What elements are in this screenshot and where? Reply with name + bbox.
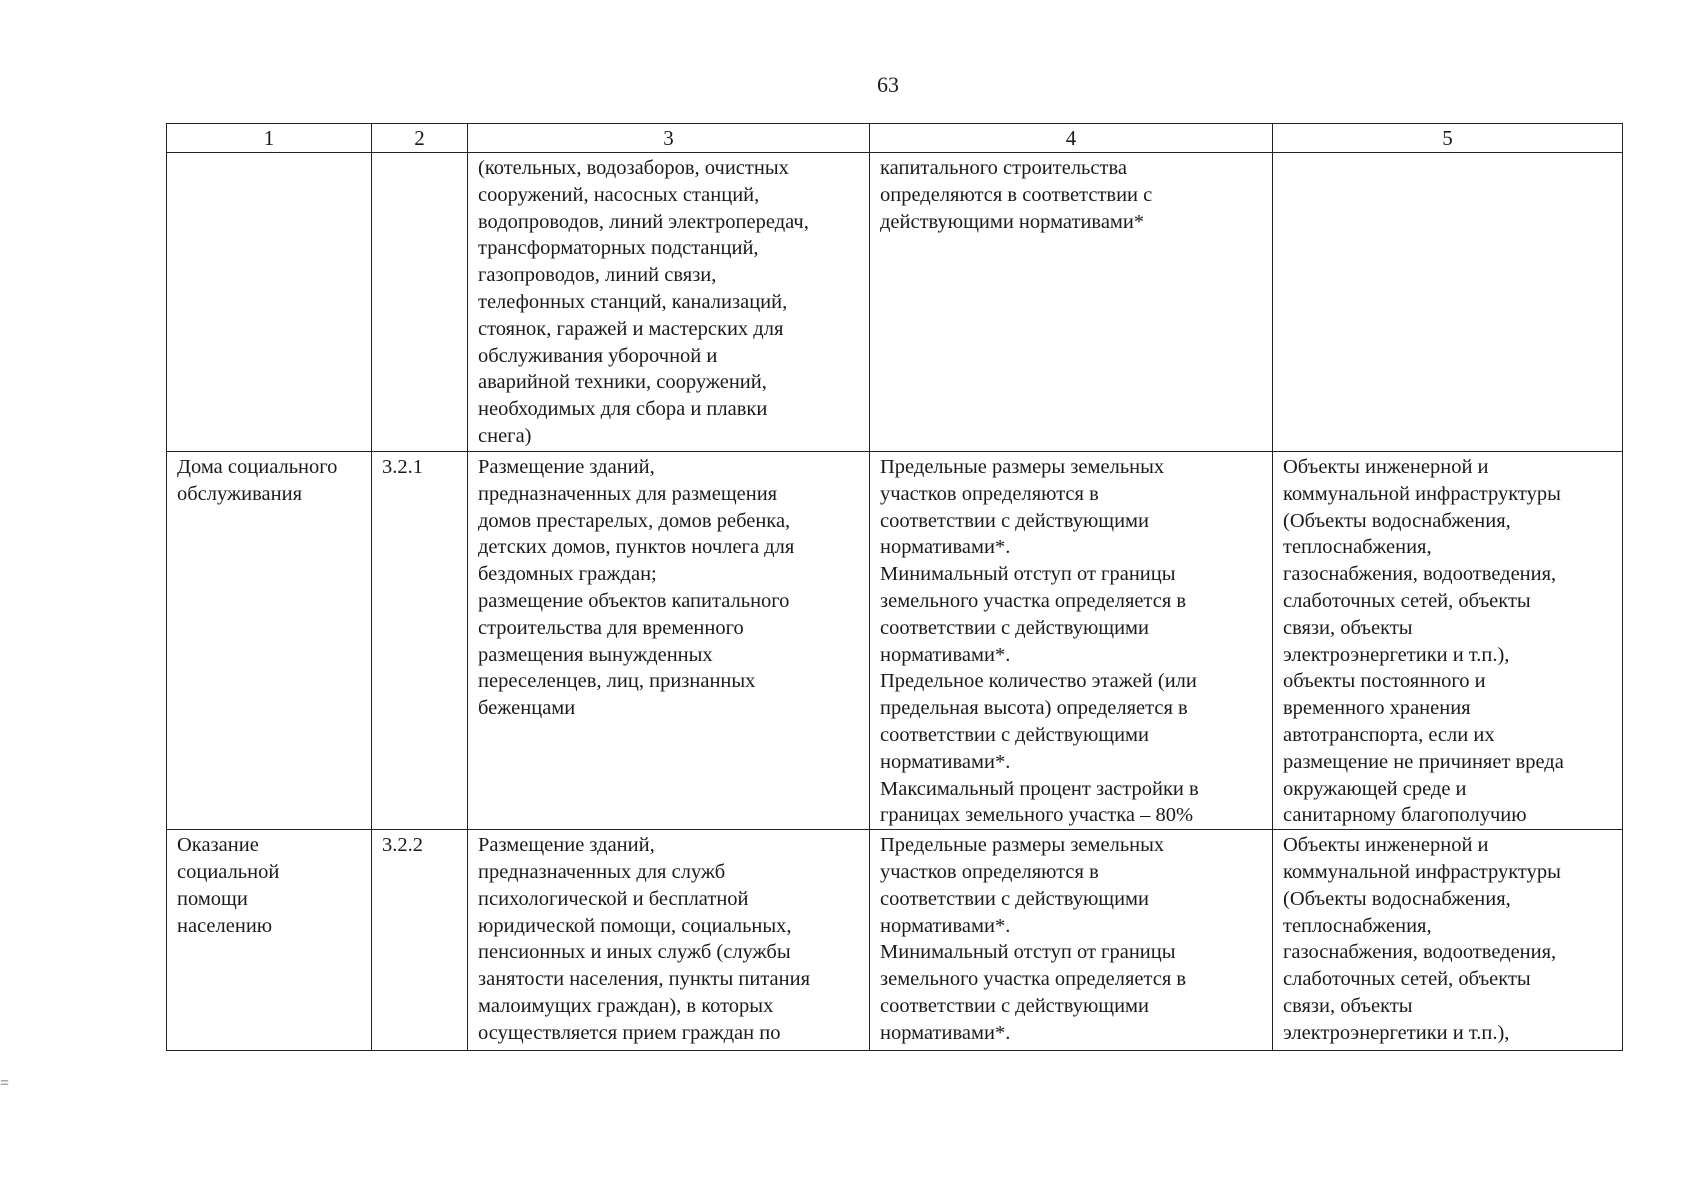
cell-use-name <box>167 153 372 452</box>
auxiliary-uses-text: Объекты инженерной и коммунальной инфраструктуры (Объекты водоснабжения, теплоснабжения, газоснабжения, водоотведения, слаботочных сетей, объекты связи, объекты электроэнергетики и т.п.), <box>1283 834 1561 1044</box>
header-col-2: 2 <box>372 124 468 153</box>
use-parameters-text: Предельные размеры земельных участков определяются в соответствии с действующими нормативами*. Минимальный отступ от границы земельного участка определяется в соответствии с действующими нормативами*. Предельное количество этажей (или предельная высота) определяется в соответствии с действующими нормативами*. Максимальный процент застройки в границах земельного участка – 80% <box>880 456 1199 827</box>
cell-use-code <box>372 153 468 452</box>
use-parameters-text: капитального строительства определяются в соответствии с действующими нормативами* <box>880 157 1153 233</box>
use-description-text: Размещение зданий, предназначенных для размещения домов престарелых, домов ребенка, детских домов, пунктов ночлега для бездомных граждан; размещение объектов капитального строительства для временного размещения вынужденных переселенцев, лиц, признанных беженцами <box>478 456 795 720</box>
table-header <box>167 124 1623 153</box>
land-use-table <box>166 123 1623 1051</box>
use-parameters-text: Предельные размеры земельных участков определяются в соответствии с действующими нормативами*. Минимальный отступ от границы земельного участка определяется в соответствии с действующими нормативами*. <box>880 834 1187 1044</box>
table-row <box>167 830 1623 1051</box>
cell-use-description <box>468 153 870 452</box>
cell-use-parameters <box>870 830 1273 1051</box>
use-description-text: (котельных, водозаборов, очистных сооружений, насосных станций, водопроводов, линий электропередач, трансформаторных подстанций, газопроводов, линий связи, телефонных станций, канализаций, стоянок, гаражей и мастерских для обслуживания уборочной и аварийной техники, сооружений, необходимых для сбора и плавки снега) <box>478 157 809 447</box>
cell-auxiliary-uses <box>1273 452 1623 830</box>
cell-use-parameters <box>870 452 1273 830</box>
header-row <box>167 124 1623 153</box>
use-name-text: Оказание социальной помощи населению <box>177 834 280 937</box>
header-col-1: 1 <box>167 124 372 153</box>
cell-use-parameters <box>870 153 1273 452</box>
table-body <box>167 153 1623 1051</box>
table-row <box>167 153 1623 452</box>
cell-use-name <box>167 830 372 1051</box>
use-code-text: 3.2.2 <box>382 834 423 857</box>
auxiliary-uses-text: Объекты инженерной и коммунальной инфраструктуры (Объекты водоснабжения, теплоснабжения, газоснабжения, водоотведения, слаботочных сетей, объекты связи, объекты электроэнергетики и т.п.), объекты постоянного и временного хранения автотранспорта, если их размещение не причиняет вреда окружающей среде и санитарному благополучию <box>1283 456 1564 827</box>
cell-use-description <box>468 452 870 830</box>
cell-use-code <box>372 830 468 1051</box>
cell-auxiliary-uses <box>1273 830 1623 1051</box>
cell-use-description <box>468 830 870 1051</box>
use-code-text: 3.2.1 <box>382 456 423 478</box>
use-description-text: Размещение зданий, предназначенных для служб психологической и бесплатной юридической помощи, социальных, пенсионных и иных служб (службы занятости населения, пункты питания малоимущих граждан), в которых осуществляется прием граждан по <box>478 834 811 1044</box>
cell-use-code <box>372 452 468 830</box>
use-name-text: Дома социального обслуживания <box>177 456 338 505</box>
table-row <box>167 452 1623 830</box>
header-col-4: 4 <box>870 124 1273 153</box>
header-col-3: 3 <box>468 124 870 153</box>
edge-mark: = <box>0 1075 10 1092</box>
header-col-5: 5 <box>1273 124 1623 153</box>
cell-auxiliary-uses <box>1273 153 1623 452</box>
cell-use-name <box>167 452 372 830</box>
page-number: 63 <box>877 72 899 97</box>
